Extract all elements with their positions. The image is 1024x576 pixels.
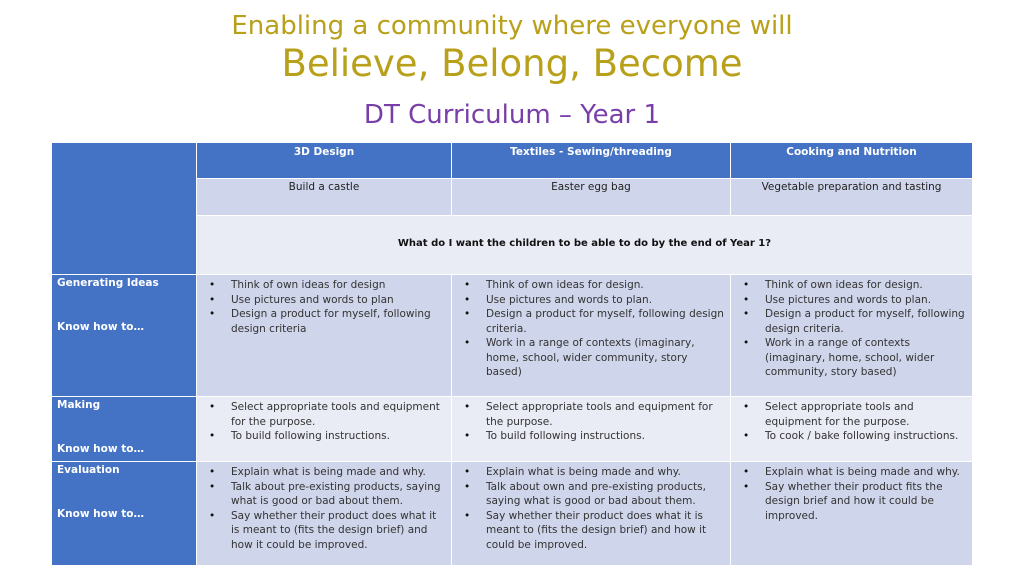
list-item: • Select appropriate tools and equipment for the purpose. [209, 400, 447, 429]
cell-evaluation-textiles [452, 462, 731, 566]
list-item: • Work in a range of contexts (imaginary, home, school, wider community, story based) [464, 336, 726, 380]
cell-making-cooking [731, 397, 973, 462]
cell-generating-3d-design [197, 275, 452, 397]
row-label-making [52, 397, 197, 462]
list-item: • Talk about own and pre-existing products, saying what is good or bad about them. [464, 480, 726, 509]
learning-question: What do I want the children to be able to do by the end of Year 1? [197, 216, 973, 275]
row-label-text: Generating Ideas [57, 277, 159, 289]
column-header-textiles: Textiles - Sewing/threading [452, 143, 731, 179]
list-item: • Think of own ideas for design [209, 278, 447, 293]
list-item: • Design a product for myself, following design criteria. [743, 307, 968, 336]
row-label-evaluation [52, 462, 197, 566]
row-know-how: Know how to… [57, 321, 144, 333]
list-item: • To build following instructions. [209, 429, 447, 444]
list-item: • Design a product for myself, following design criteria. [464, 307, 726, 336]
list-item: • Use pictures and words to plan. [743, 293, 968, 308]
project-textiles: Easter egg bag [452, 179, 731, 216]
project-cooking: Vegetable preparation and tasting [731, 179, 973, 216]
list-item: • Explain what is being made and why. [743, 465, 968, 480]
row-know-how: Know how to… [57, 443, 144, 455]
list-item: • Explain what is being made and why. [209, 465, 447, 480]
list-item: • Select appropriate tools and equipment for the purpose. [464, 400, 726, 429]
corner-header-cell [52, 143, 197, 275]
cell-evaluation-3d-design [197, 462, 452, 566]
list-item: • Say whether their product does what it is meant to (fits the design brief) and how it could be improved. [464, 509, 726, 553]
row-label-text: Evaluation [57, 464, 120, 476]
list-item: • Talk about pre-existing products, saying what is good or bad about them. [209, 480, 447, 509]
list-item: • Design a product for myself, following design criteria [209, 307, 447, 336]
list-item: • Think of own ideas for design. [464, 278, 726, 293]
list-item: • Explain what is being made and why. [464, 465, 726, 480]
page-title-motto: Believe, Belong, Become [281, 42, 743, 85]
page-title-line1: Enabling a community where everyone will [231, 11, 793, 41]
list-item: • Say whether their product does what it is meant to (fits the design brief) and how it could be improved. [209, 509, 447, 553]
page-subtitle: DT Curriculum – Year 1 [363, 100, 661, 130]
row-know-how: Know how to… [57, 508, 144, 520]
cell-generating-cooking [731, 275, 973, 397]
list-item: • Think of own ideas for design. [743, 278, 968, 293]
list-item: • Select appropriate tools and equipment for the purpose. [743, 400, 968, 429]
list-item: • To cook / bake following instructions. [743, 429, 968, 444]
cell-evaluation-cooking [731, 462, 973, 566]
column-header-3d-design: 3D Design [197, 143, 452, 179]
curriculum-table [52, 143, 973, 566]
project-3d-design: Build a castle [197, 179, 452, 216]
column-header-cooking: Cooking and Nutrition [731, 143, 973, 179]
cell-making-textiles [452, 397, 731, 462]
list-item: • Use pictures and words to plan [209, 293, 447, 308]
list-item: • Work in a range of contexts (imaginary, home, school, wider community, story based) [743, 336, 968, 380]
cell-generating-textiles [452, 275, 731, 397]
list-item: • To build following instructions. [464, 429, 726, 444]
row-label-generating-ideas [52, 275, 197, 397]
list-item: • Say whether their product fits the design brief and how it could be improved. [743, 480, 968, 524]
row-label-text: Making [57, 399, 101, 411]
list-item: • Use pictures and words to plan. [464, 293, 726, 308]
cell-making-3d-design [197, 397, 452, 462]
